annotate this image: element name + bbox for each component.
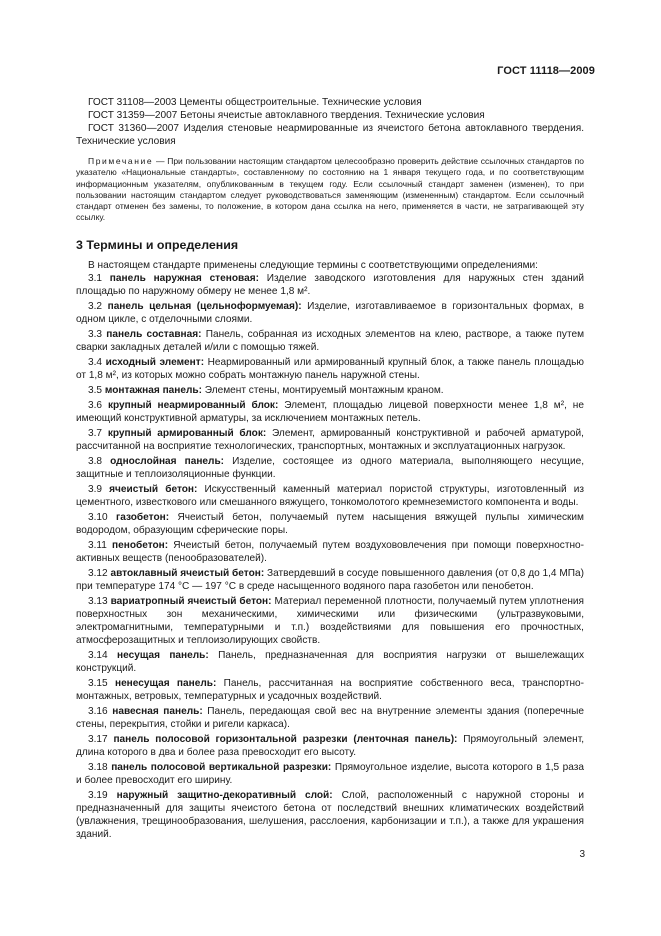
term-definition: Панель, предназначенная для восприятия нагрузки от вышележащих конструкций. [76,649,585,674]
term-name: навесная панель: [112,705,203,717]
term-definition: Затвердевший в сосуде повышенного давления (от 0,8 до 1,4 МПа) при температуре 174 °С — 197 °С в среде насыщенного водяного пара газобетон или пенобетон. [76,567,585,592]
term-definition: Элемент, армированный конструктивной и рабочей арматурой, рассчитанной на восприятие технологических, транспортных, монтажных и эксплуатационных нагрузок. [76,427,584,452]
term-definition: Неармированный или армированный крупный блок, а также панель площадью от 1,8 м², из которых можно собрать монтажную панель наружной стены. [76,356,585,381]
term-name: исходный элемент: [105,356,205,368]
term-entry [76,427,584,453]
term-definition: Изделие заводского изготовления для наружных стен зданий площадью по наружному обмеру не менее 1,8 м². [76,272,584,297]
term-definition: Ячеистый бетон, получаемый путем воздухововлечения при помощи поверхностно-активных веществ (пенообразователей). [76,539,584,564]
term-entry [76,789,584,841]
term-definition: Панель, собранная из исходных элементов на клею, растворе, а также путем сварки закладных деталей и/или с помощью тяжей. [76,328,585,353]
section-intro: В настоящем стандарте применены следующие термины с соответствующими определениями: [88,259,538,271]
term-definition: Ячеистый бетон, получаемый путем насыщения вяжущей пульпы химическим водородом, образующим сферические поры. [76,511,584,536]
term-entry [76,384,584,397]
term-definition: Панель, передающая свой вес на внутренние элементы здания (поперечные стены, перекрытия, стойки и ригели каркаса). [76,705,585,730]
term-number: 3.19 [88,789,108,801]
term-number: 3.5 [88,384,103,396]
term-number: 3.4 [88,356,103,368]
term-name: панель составная: [106,328,202,340]
term-name: газобетон: [116,511,170,523]
term-number: 3.13 [88,595,108,607]
term-number: 3.12 [88,567,108,579]
term-entry [76,539,584,565]
term-number: 3.9 [88,483,103,495]
note-text: — При пользовании настоящим стандартом целесообразно проверить действие ссылочных стандартов по указателю «Национальные стандарты», составленному по состоянию на 1 января текущего года, и по соответствующим информационным указателям, опубликованным в текущем году. Если ссылочный стандарт заменен (изменен), то при пользовании настоящим стандартом следует руководствоваться заменяющим (измененным) стандартом. Если ссылочный стандарт отменен без замены, то положение, в котором дана ссылка на него, применяется в части, не затрагивающей эту ссылку. [76,156,584,223]
terms-list [76,272,584,841]
term-name: несущая панель: [117,649,209,661]
term-name: панель полосовой горизонтальной разрезки (ленточная панель): [113,733,458,745]
term-definition: Прямоугольный элемент, длина которого в два и более раза превосходит его высоту. [76,733,585,758]
document-code-header: ГОСТ 11118—2009 [497,65,595,77]
term-entry [76,705,584,731]
term-entry [76,483,584,509]
term-entry [76,733,584,759]
reference-gost-31359: ГОСТ 31359—2007 Бетоны ячеистые автоклавного твердения. Технические условия [88,110,485,121]
term-definition: Слой, расположенный с наружной стороны и предназначенный для защиты ячеистого бетона от последствий внешних климатических воздействий (увлажнения, трещинообразования, шелушения, расслоения, карбонизации и т.п.), а также для украшения зданий. [76,789,584,840]
term-entry [76,356,584,382]
term-definition: Искусственный каменный материал пористой структуры, изготовленный из цементного, известкового или смешанного вяжущего, тонкомолотого кремнеземистого компонента и воды. [76,483,585,508]
term-name: однослойная панель: [110,455,225,467]
term-number: 3.15 [88,677,108,689]
term-name: пенобетон: [112,539,169,551]
term-entry [76,399,584,425]
term-name: ненесущая панель: [114,677,217,689]
term-entry [76,595,584,647]
term-number: 3.17 [88,733,108,745]
term-entry [76,300,584,326]
term-definition: Панель, рассчитанная на восприятие собственного веса, транспортно-монтажных, ветровых, температурных и усадочных воздействий. [76,677,584,702]
term-entry [76,272,584,298]
reference-gost-31108: ГОСТ 31108—2003 Цементы общестроительные. Технические условия [88,97,422,108]
term-number: 3.10 [88,511,108,523]
term-name: наружный защитно-декоративный слой: [116,789,333,801]
term-name: панель цельная (цельноформуемая): [107,300,302,312]
term-name: крупный неармированный блок: [107,399,279,411]
term-name: монтажная панель: [104,384,202,396]
term-definition: Материал переменной плотности, получаемый путем уплотнения поверхностных зон механическими, химическими или физическими (ультразвуковыми, электромагнитными, температурными и т.п.) воздействиями для повышения его прочностных, атмосферозащитных и теплоизолирующих свойств. [76,595,585,646]
term-number: 3.7 [88,427,103,439]
term-name: автоклавный ячеистый бетон: [110,567,265,579]
section-title: 3 Термины и определения [76,237,239,252]
term-number: 3.14 [88,649,108,661]
term-number: 3.1 [88,272,103,284]
term-number: 3.16 [88,705,108,717]
term-entry [76,328,584,354]
term-number: 3.11 [88,539,107,551]
term-definition: Изделие, состоящее из одного материала, выполняющего несущие, защитные и теплоизоляционные функции. [76,455,585,480]
term-name: панель полосовой вертикальной разрезки: [111,761,332,773]
term-number: 3.2 [88,300,103,312]
term-name: крупный армированный блок: [107,427,267,439]
term-definition: Элемент стены, монтируемый монтажным краном. [201,384,444,396]
term-name: панель наружная стеновая: [109,272,259,284]
reference-gost-31360: ГОСТ 31360—2007 Изделия стеновые неармированные из ячеистого бетона автоклавного твердения. Технические условия [76,123,584,147]
note-paragraph [76,156,584,224]
term-name: вариатропный ячеистый бетон: [110,595,272,607]
term-definition: Элемент, площадью лицевой поверхности менее 1,8 м², не имеющий конструктивной арматуры, за исключением монтажных петель. [76,399,584,424]
term-number: 3.6 [88,399,103,411]
term-entry [76,511,584,537]
page-number: 3 [579,849,585,860]
term-name: ячеистый бетон: [109,483,198,495]
term-entry [76,677,584,703]
term-number: 3.8 [88,455,103,467]
term-entry [76,649,584,675]
note-label: Примечание [88,156,154,166]
term-entry [76,761,584,787]
term-number: 3.18 [88,761,108,773]
term-definition: Прямоугольное изделие, высота которого в 1,5 раза и более превосходит его ширину. [76,761,585,786]
page-content [76,96,584,841]
term-number: 3.3 [88,328,103,340]
term-entry [76,455,584,481]
term-entry [76,567,584,593]
term-definition: Изделие, изготавливаемое в горизонтальных формах, в одном цикле, с отделочными слоями. [76,300,584,325]
